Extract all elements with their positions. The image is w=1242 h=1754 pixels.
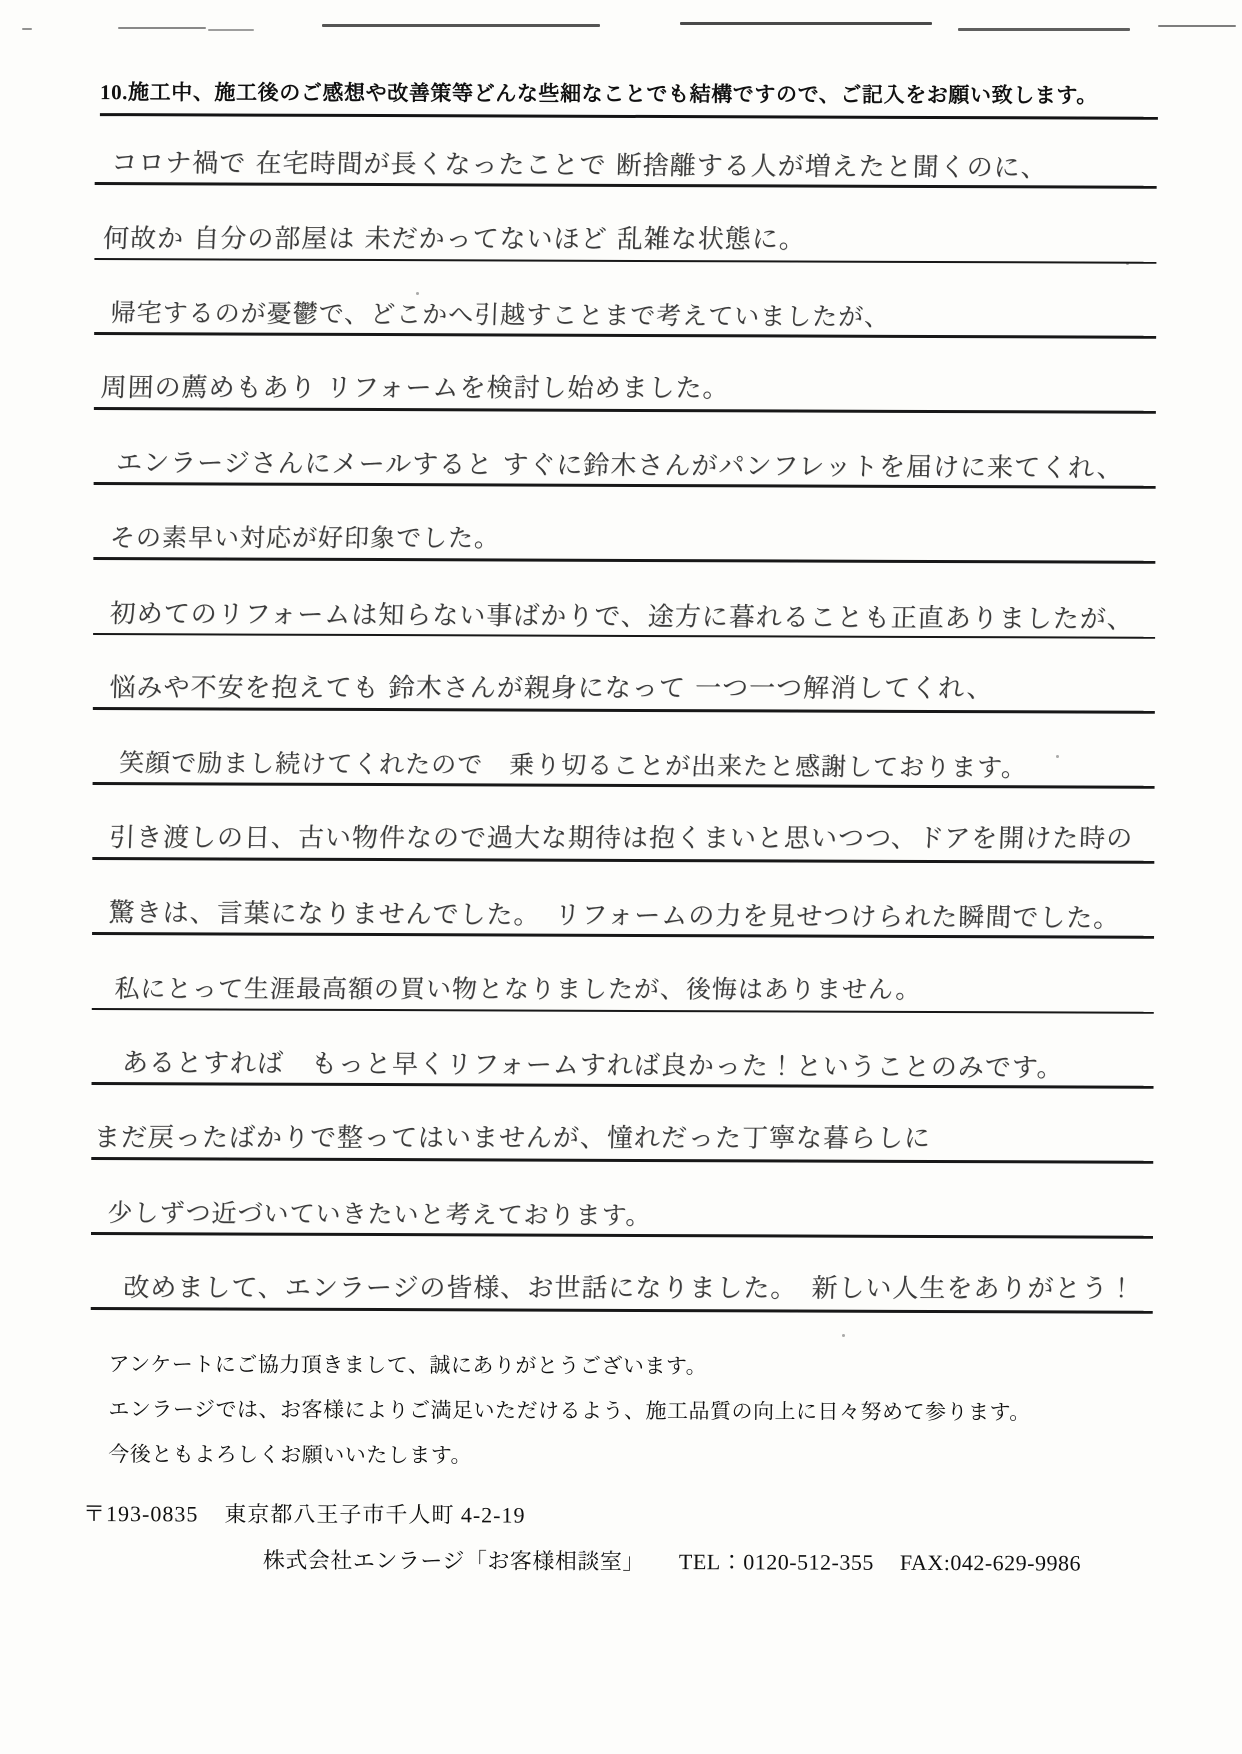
response-line <box>91 1160 1153 1239</box>
response-line <box>92 785 1154 864</box>
scan-noise-dash <box>322 24 600 27</box>
response-line <box>94 260 1156 339</box>
response-line <box>91 1235 1153 1314</box>
response-line-text: コロナ禍で 在宅時間が長くなったことで 断捨離する人が増えたと聞くのに、 <box>110 148 1049 184</box>
response-line-text: 周囲の薦めもあり リフォームを検討し始めました。 <box>99 373 731 404</box>
response-line <box>94 410 1156 489</box>
scan-speck <box>842 1334 845 1337</box>
scan-noise-dash <box>1158 25 1236 27</box>
response-line-text: 驚きは、言葉になりませんでした。 リフォームの力を見せつけられた瞬間でした。 <box>108 898 1121 934</box>
telephone-number: TEL：0120-512-355 <box>678 1549 874 1575</box>
response-line-text: 引き渡しの日、古い物件なので過大な期待は抱くまいと思いつつ、ドアを開けた時の <box>108 823 1134 854</box>
response-line <box>92 860 1154 939</box>
closing-line: 今後ともよろしくお願いいたします。 <box>108 1442 473 1468</box>
response-line <box>94 185 1156 264</box>
closing-line: アンケートにご協力頂きまして、誠にありがとうございます。 <box>108 1352 708 1379</box>
response-line-text: 私にとって生涯最高額の買い物となりましたが、後悔はありません。 <box>113 974 923 1004</box>
response-line <box>95 112 1157 189</box>
response-line <box>93 560 1155 639</box>
response-line <box>91 1085 1153 1164</box>
scan-noise-dash <box>958 28 1130 31</box>
street-address: 東京都八王子市千人町 4-2-19 <box>224 1501 526 1528</box>
response-line-text: まだ戻ったばかりで整ってはいませんが、憧れだった丁寧な暮らしに <box>93 1123 932 1154</box>
postal-code: 〒193-0835 <box>82 1501 199 1527</box>
response-line-text: 少しずつ近づいていきたいと考えております。 <box>107 1198 652 1231</box>
response-line <box>94 335 1156 414</box>
scan-noise-dash <box>208 29 254 31</box>
response-line-text: エンラージさんにメールすると すぐに鈴木さんがパンフレットを届けに来てくれ、 <box>115 448 1125 484</box>
response-line-text: 初めてのリフォームは知らない事ばかりで、途方に暮れることも正直ありましたが、 <box>109 599 1135 635</box>
response-line-text: あるとすれば もっと早くリフォームすれば良かった！ということのみです。 <box>121 1048 1065 1084</box>
response-line-text: 改めまして、エンラージの皆様、お世話になりました。 新しい人生をありがとう！ <box>122 1273 1136 1305</box>
response-line-text: 帰宅するのが憂鬱で、どこかへ引越すことまで考えていましたが、 <box>110 298 891 332</box>
scan-noise-dash <box>118 27 206 29</box>
response-line <box>92 935 1154 1014</box>
response-line <box>93 485 1155 564</box>
scan-noise-dash <box>22 28 32 30</box>
footer-address-line <box>83 1497 526 1530</box>
footer-contact-line <box>263 1544 1081 1578</box>
response-line <box>93 710 1155 789</box>
question-heading: 10.施工中、施工後のご感想や改善策等どんな些細なことでも結構ですので、ご記入をお願い致します。 <box>100 76 1158 120</box>
fax-number: FAX:042-629-9986 <box>899 1549 1082 1576</box>
response-line <box>92 1010 1154 1089</box>
company-name: 株式会社エンラージ「お客様相談室」 <box>262 1547 645 1574</box>
closing-paragraph <box>108 1342 1148 1481</box>
response-line-text: その素早い対応が好印象でした。 <box>109 523 501 553</box>
response-line <box>93 635 1155 714</box>
response-line-text: 笑顔で励まし続けてくれたので 乗り切ることが出来たと感謝しております。 <box>118 748 1028 783</box>
closing-line: エンラージでは、お客様によりご満足いただけるよう、施工品質の向上に日々努めて参ります。 <box>108 1397 1031 1425</box>
response-line-text: 悩みや不安を抱えても 鈴木さんが親身になって 一つ一つ解消してくれ、 <box>108 673 995 704</box>
scan-noise-dash <box>680 22 932 25</box>
handwritten-answer-section <box>91 112 1157 1314</box>
response-line-text: 何故か 自分の部屋は 未だかってないほど 乱雑な状態に。 <box>102 224 807 255</box>
